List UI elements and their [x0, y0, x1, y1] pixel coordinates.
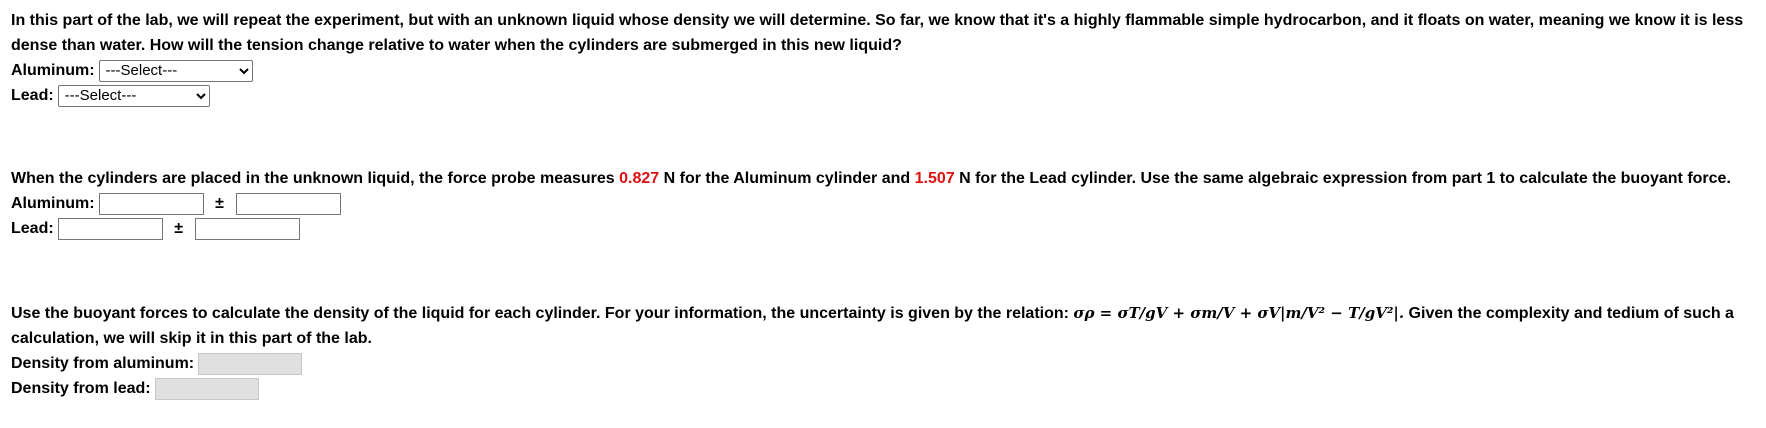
lead-tension-select[interactable] [58, 85, 210, 107]
density-lead-label: Density from lead: [11, 379, 151, 397]
density-aluminum-label: Density from aluminum: [11, 354, 195, 372]
part2-aluminum-row [11, 191, 1755, 216]
part3-text-before: Use the buoyant forces to calculate the density of the liquid for each cylinder. For your information, the uncertainty is given by the relation: [11, 305, 1074, 322]
part2-text-after: N for the Lead cylinder. Use the same algebraic expression from part 1 to calculate the buoyant force. [954, 170, 1731, 187]
spacer [11, 108, 1755, 166]
lead-buoyant-uncertainty-input[interactable] [195, 218, 300, 240]
part1-question: In this part of the lab, we will repeat the experiment, but with an unknown liquid whose density we will determine. So far, we know that it's a highly flammable simple hydrocarbon, and it floats on water, meaning we know it is less dense than water. How will the tension change relative to water when the cylinders are submerged in this new liquid? [11, 12, 1744, 54]
aluminum-buoyant-force-input[interactable] [99, 193, 204, 215]
part1-aluminum-label: Aluminum: [11, 61, 95, 79]
part3-text-after: Given the complexity and tedium of such a calculation, we will skip it in this part of the lab. [11, 305, 1734, 347]
aluminum-tension-select[interactable] [99, 60, 253, 82]
uncertainty-formula: σρ = σT/gV + σm/V + σV|m/V² − T/gV²|. [1073, 304, 1405, 322]
aluminum-buoyant-uncertainty-input[interactable] [236, 193, 341, 215]
part2-aluminum-label: Aluminum: [11, 194, 95, 212]
plus-minus-sign: ± [174, 219, 184, 237]
part3-instructions [11, 301, 1755, 351]
part2-text-before: When the cylinders are placed in the unknown liquid, the force probe measures [11, 170, 620, 187]
part1-lead-label: Lead: [11, 86, 54, 104]
part2-lead-row [11, 216, 1755, 241]
spacer [11, 241, 1755, 301]
part1-aluminum-row [11, 58, 1755, 83]
lead-force-value: 1.507 [914, 170, 955, 187]
lead-buoyant-force-input[interactable] [58, 218, 163, 240]
density-aluminum-input[interactable] [198, 353, 302, 375]
part1-lead-row [11, 83, 1755, 108]
part2-instructions [11, 166, 1755, 191]
plus-minus-sign: ± [215, 194, 224, 212]
part2-lead-label: Lead: [11, 219, 54, 237]
part2-text-mid: N for the Aluminum cylinder and [659, 170, 915, 187]
density-lead-row [11, 376, 1755, 401]
aluminum-force-value: 0.827 [619, 170, 660, 187]
density-lead-input[interactable] [155, 378, 259, 400]
density-aluminum-row [11, 351, 1755, 376]
